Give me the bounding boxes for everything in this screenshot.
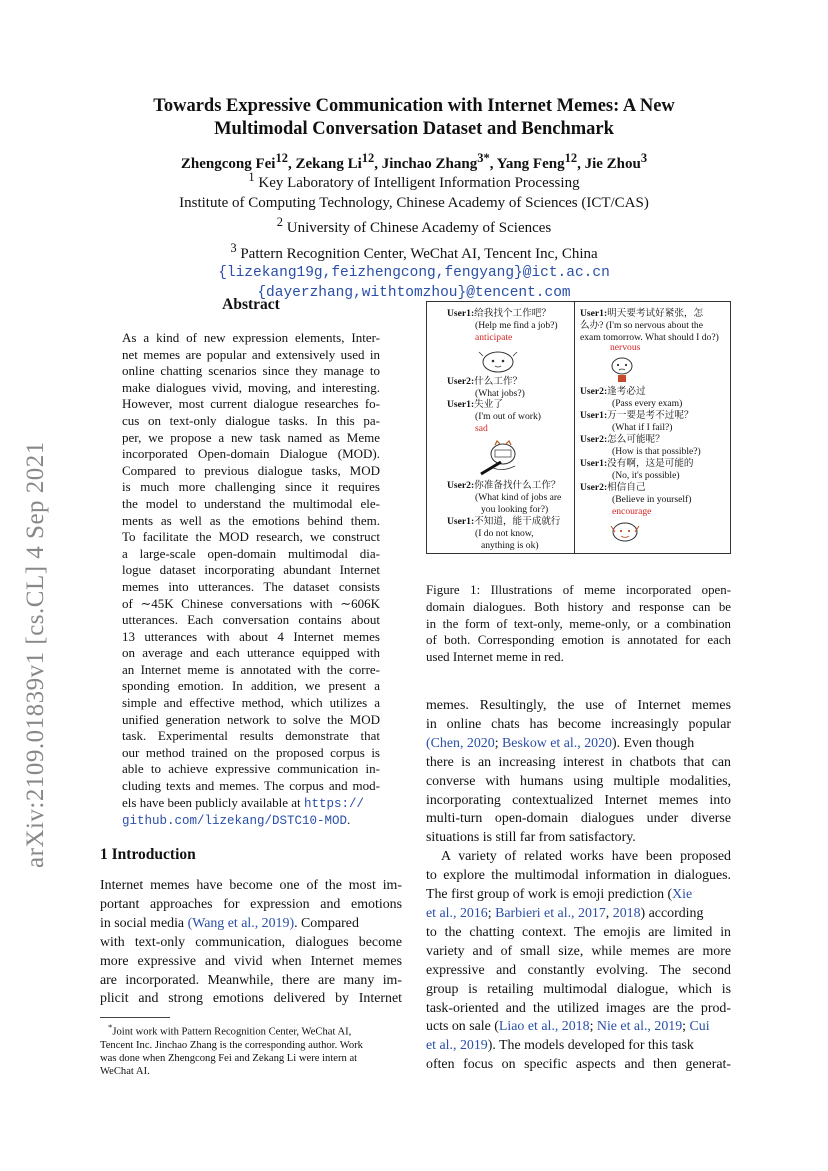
abstract-line: simple and effective method, which utilizes a <box>122 695 380 711</box>
body-line <box>426 1037 731 1056</box>
abstract-line: memes into utterances. The dataset consists <box>122 578 380 594</box>
speaker-label: User2: <box>447 376 475 387</box>
utterance-en: (Believe in yourself) <box>612 494 692 505</box>
utterance-zh: 相信自己 <box>607 482 646 493</box>
fig-left-turn-4 <box>447 480 561 492</box>
intro-text: . Compared <box>294 915 359 931</box>
abstract-line: net memes are popular and extensively used in <box>122 346 380 362</box>
abstract-line: cus on text-only dialogue tasks. In this pa- <box>122 412 380 428</box>
body-line: to the chatting context. The emojis are limited in <box>426 924 731 940</box>
abstract-line: sponding emotion. In addition, we present a <box>122 678 380 694</box>
footnote-line: was done when Zhengcong Fei and Zekang Li were intern at <box>100 1052 358 1064</box>
utterance-en: (How is that possible?) <box>612 446 701 457</box>
fig-left-turn-2 <box>447 376 522 388</box>
author-5: Jie Zhou <box>584 156 641 172</box>
citation-link[interactable]: Beskow et al., 2020 <box>502 735 612 751</box>
intro-line: plicit and strong emotions delivered by Internet <box>100 991 402 1007</box>
citation-link[interactable]: Barbieri et al., 2017 <box>495 905 606 921</box>
abstract-url-link[interactable]: https:// <box>303 796 364 811</box>
body-line: expressive and constantly evolving. The second <box>426 962 731 978</box>
abstract-line: of ∼45K Chinese conversations with ∼606K <box>122 595 380 611</box>
affil-sup-3: 3 <box>230 240 237 255</box>
abstract-line: the model to understand the multimodal ele- <box>122 495 380 511</box>
abstract-line: utterances. Each conversation contains about <box>122 612 380 628</box>
footnote-line <box>100 1021 402 1039</box>
fig-left-turn-5 <box>447 516 561 528</box>
abstract-text: els have been publicly available at <box>122 794 301 810</box>
body-line: often focus on specific aspects and then generat- <box>426 1057 731 1073</box>
utterance-zh: 不知道，能干成就行 <box>474 516 561 527</box>
author-list: Zhengcong Fei$^{12}$, Zekang Li$^{12}$, Jinchao Zhang$^{3*}$, Yang Feng$^{12}$, Jie Zhou$^3$ <box>180 151 648 172</box>
caption-line: in the form of text-only, meme-only, or a combination <box>426 616 731 631</box>
arxiv-stamp: arXiv:2109.01839v1 [cs.CL] 4 Sep 2021 <box>22 441 49 868</box>
fig-left-turn-1 <box>447 308 551 320</box>
author-3-sup: 3* <box>477 151 490 165</box>
caption-line: of both. Corresponding emotion is annotated for each <box>426 633 731 648</box>
fig-right-turn-3 <box>580 410 694 422</box>
meme-nervous-image <box>607 354 637 384</box>
abstract-line: Compared to previous dialogue tasks, MOD <box>122 462 380 478</box>
speaker-label: User1: <box>447 516 475 527</box>
body-line: memes. Resultingly, the use of Internet memes <box>426 698 731 713</box>
meme-anticipate-image <box>477 346 519 374</box>
citation-link[interactable]: Xie <box>672 887 693 903</box>
utterance-zh: 逢考必过 <box>607 386 646 397</box>
abstract-line: However, most current dialogue researches fo- <box>122 396 380 412</box>
body-line: converse with humans using multiple modalities, <box>426 773 731 789</box>
abstract-line: As a kind of new expression elements, Inter- <box>122 330 380 345</box>
body-line: in online chats has become increasingly popular <box>426 716 731 732</box>
body-text: ucts on sale ( <box>426 1019 499 1035</box>
intro-right-column <box>426 697 731 1075</box>
utterance-en: (I do not know, <box>475 528 534 539</box>
utterance-en: (I'm out of work) <box>475 411 541 422</box>
emotion-label: nervous <box>610 342 641 353</box>
intro-line: with text-only communication, dialogues become <box>100 934 402 950</box>
utterance-zh: 给我找个工作吧？ <box>474 308 551 319</box>
abstract-heading: Abstract <box>222 296 280 313</box>
abstract-line: per, we propose a new task named as Meme <box>122 429 380 445</box>
body-line: multi-turn open-domain dialogues under diverse <box>426 811 731 827</box>
author-5-sup: 3 <box>640 151 648 165</box>
figure-divider <box>574 302 575 553</box>
fig-right-turn-4 <box>580 434 665 446</box>
body-line <box>426 735 731 754</box>
author-2-sup: 12 <box>361 151 375 165</box>
fig-right-turn-2 <box>580 386 646 398</box>
author-1: Zhengcong Fei <box>180 156 276 172</box>
footnote-line: WeChat AI. <box>100 1065 150 1077</box>
abstract-line: a large-scale open-domain multimodal dia- <box>122 545 380 561</box>
body-line: A variety of related works have been proposed <box>441 849 731 865</box>
fig-right-turn-5 <box>580 458 694 470</box>
abstract-line: To facilitate the MOD research, we construct <box>122 529 380 545</box>
body-line: there is an increasing interest in chatbots that can <box>426 754 731 770</box>
email-line-1[interactable]: {lizekang19g,feizhengcong,fengyang}@ict.ac.cn <box>218 265 610 281</box>
utterance-en: (No, it's possible) <box>612 470 680 481</box>
emotion-label: anticipate <box>475 332 513 343</box>
abstract-line: is much more challenging since it requires <box>122 479 380 495</box>
citation-link[interactable]: Nie et al., 2019 <box>596 1019 683 1035</box>
citation-link[interactable]: et al., 2019 <box>426 1038 488 1054</box>
fig-right-turn-1b <box>580 320 703 332</box>
speaker-label: User2: <box>580 434 608 445</box>
body-line: incorporating contextualized Internet memes into <box>426 792 731 808</box>
utterance-zh: 你准备找什么工作？ <box>474 480 561 491</box>
footnote-mark: * <box>107 1022 113 1032</box>
abstract-line: able to achieve expressive communication in- <box>122 761 380 777</box>
utterance-zh: 失业了 <box>474 399 503 410</box>
body-line <box>426 886 731 905</box>
speaker-label: User1: <box>580 410 608 421</box>
utterance-en: (I'm so nervous about the <box>605 320 703 331</box>
abstract-line: logue dataset incorporating abundant Internet <box>122 562 380 578</box>
footnote <box>100 1021 402 1078</box>
citation-link[interactable]: et al., 2016 <box>426 905 488 921</box>
affil-2-text: University of Chinese Academy of Sciences <box>282 220 552 236</box>
speaker-label: User1: <box>447 308 475 319</box>
caption-line: Figure 1: Illustrations of meme incorporated open- <box>426 583 731 597</box>
citation-link[interactable]: 2018 <box>612 905 641 921</box>
utterance-zh: 么办? <box>580 320 604 331</box>
affiliations <box>60 168 768 303</box>
body-line: et al., 2016; Barbieri et al., 2017, 2018) according <box>426 905 704 921</box>
utterance-en: (Help me find a job?) <box>475 320 558 331</box>
utterance-en: anything is ok) <box>481 540 539 551</box>
citation-link[interactable]: (Chen, 2020 <box>426 735 495 751</box>
fig-right-turn-6 <box>580 482 646 494</box>
affiliation-1b: Institute of Computing Technology, Chinese Academy of Sciences (ICT/CAS) <box>179 194 649 211</box>
affil-1-text: Key Laboratory of Intelligent Information Processing <box>254 175 580 191</box>
speaker-label: User2: <box>447 480 475 491</box>
fig-left-turn-3 <box>447 399 503 411</box>
speaker-label: User2: <box>580 482 608 493</box>
abstract-line: on average and each utterance equipped with <box>122 645 380 661</box>
title-line-1: Towards Expressive Communication with Internet Memes: A New <box>153 96 675 116</box>
citation-link[interactable]: (Wang et al., 2019) <box>187 915 295 931</box>
footnote-line: Tencent Inc. Jinchao Zhang is the corresponding author. Work <box>100 1039 363 1051</box>
abstract-url-link[interactable]: github.com/lizekang/DSTC10-MOD <box>122 814 348 829</box>
emotion-label: encourage <box>612 506 652 517</box>
author-3: Jinchao Zhang <box>381 156 478 172</box>
intro-line: Internet memes have become one of the most im- <box>100 878 402 893</box>
footnote-text: Joint work with Pattern Recognition Center, WeChat AI, <box>112 1026 352 1038</box>
utterance-zh: 万一要是考不过呢？ <box>607 410 694 421</box>
emotion-label: sad <box>475 423 488 434</box>
utterance-en: you looking for?) <box>481 504 549 515</box>
email-line-2[interactable]: {dayerzhang,withtomzhou}@tencent.com <box>257 284 571 301</box>
author-2: Zekang Li <box>295 156 362 172</box>
section-heading-introduction: 1 Introduction <box>100 846 196 863</box>
utterance-en: (What kind of jobs are <box>475 492 562 503</box>
body-text: ) according <box>640 905 704 921</box>
utterance-zh: 没有啊，这是可能的 <box>607 458 694 469</box>
utterance-zh: 怎么可能呢？ <box>607 434 665 445</box>
utterance-en: (Pass every exam) <box>612 398 683 409</box>
abstract-body <box>122 330 380 830</box>
body-line: variety and of small size, while memes are more <box>426 943 731 959</box>
author-4-sup: 12 <box>564 151 578 165</box>
speaker-label: User2: <box>580 386 608 397</box>
citation-link[interactable]: Liao et al., 2018 <box>498 1019 590 1035</box>
footnote-rule <box>100 1017 170 1018</box>
affil-sup-2: 2 <box>276 215 283 229</box>
caption-line: used Internet meme in red. <box>426 650 564 665</box>
body-line: situations is still far from satisfactory. <box>426 830 636 846</box>
abstract-line: online chatting scenarios since they manage to <box>122 363 380 379</box>
intro-line: are incorporated. Meanwhile, there are many im- <box>100 972 402 988</box>
affiliation-2 <box>60 213 768 239</box>
body-line: group is retailing multimodal dialogue, which is <box>426 981 731 997</box>
utterance-en: exam tomorrow. What should I do?) <box>580 332 719 343</box>
abstract-line: cluding texts and memes. The corpus and mod- <box>122 778 380 794</box>
body-line: task-oriented and the utilized images are the prod- <box>426 1000 731 1016</box>
title-line-2: Multimodal Conversation Dataset and Benchmark <box>214 119 614 139</box>
abstract-line: make dialogues vivid, moving, and interesting. <box>122 379 380 395</box>
intro-line: portant approaches for expression and emotions <box>100 896 402 912</box>
utterance-zh: 明天要考试好紧张，怎 <box>607 308 704 319</box>
body-text: The first group of work is emoji prediction ( <box>426 887 673 903</box>
utterance-en: (What jobs?) <box>475 388 525 399</box>
body-line: to explore the multimodal information in dialogues. <box>426 868 731 884</box>
utterance-zh: 什么工作？ <box>474 376 523 387</box>
intro-line: more expressive and vivid when Internet memes <box>100 953 402 969</box>
speaker-label: User1: <box>447 399 475 410</box>
abstract-line: unified generation network to solve the MOD <box>122 711 380 727</box>
abstract-last-line <box>122 795 380 813</box>
body-text: ). The models developed for this task <box>487 1038 694 1054</box>
intro-left-column <box>100 877 402 1009</box>
meme-sad-image <box>477 440 521 476</box>
speaker-label: User1: <box>580 308 608 319</box>
author-4: Yang Feng <box>496 156 565 172</box>
meme-encourage-image <box>607 518 643 548</box>
caption-line: domain dialogues. Both history and response can be <box>426 599 731 614</box>
speaker-label: User1: <box>580 458 608 469</box>
abstract-line: 13 utterances with about 4 Internet memes <box>122 628 380 644</box>
abstract-line: an Internet meme is annotated with the corre- <box>122 661 380 677</box>
affil-sup-1: 1 <box>248 170 255 184</box>
figure-1-caption <box>426 582 731 666</box>
body-text: ). Even though <box>611 735 695 751</box>
abstract-end: . <box>347 812 351 828</box>
body-line: ucts on sale (Liao et al., 2018; Nie et al., 2019; Cui <box>426 1019 710 1035</box>
abstract-line: incorporated Open-domain Dialogue (MOD). <box>122 446 380 462</box>
author-1-sup: 12 <box>275 151 288 165</box>
abstract-line: task. Experimental results demonstrate that <box>122 728 380 744</box>
affil-3-text: Pattern Recognition Center, WeChat AI, Tencent Inc, China <box>236 245 598 262</box>
abstract-line: ments as well as the emotions behind them. <box>122 512 380 528</box>
abstract-line <box>122 812 380 830</box>
paper-title <box>60 95 768 141</box>
figure-1 <box>426 301 731 554</box>
intro-line <box>100 915 402 934</box>
affiliation-1 <box>60 168 768 194</box>
body-text: ; <box>494 735 503 751</box>
fig-right-turn-1 <box>580 308 703 320</box>
abstract-line: our method trained on the proposed corpus is <box>122 744 380 760</box>
intro-text: in social media <box>100 915 185 931</box>
utterance-en: (What if I fail?) <box>612 422 673 433</box>
affiliation-3 <box>60 239 768 265</box>
citation-link[interactable]: Cui <box>689 1019 710 1035</box>
